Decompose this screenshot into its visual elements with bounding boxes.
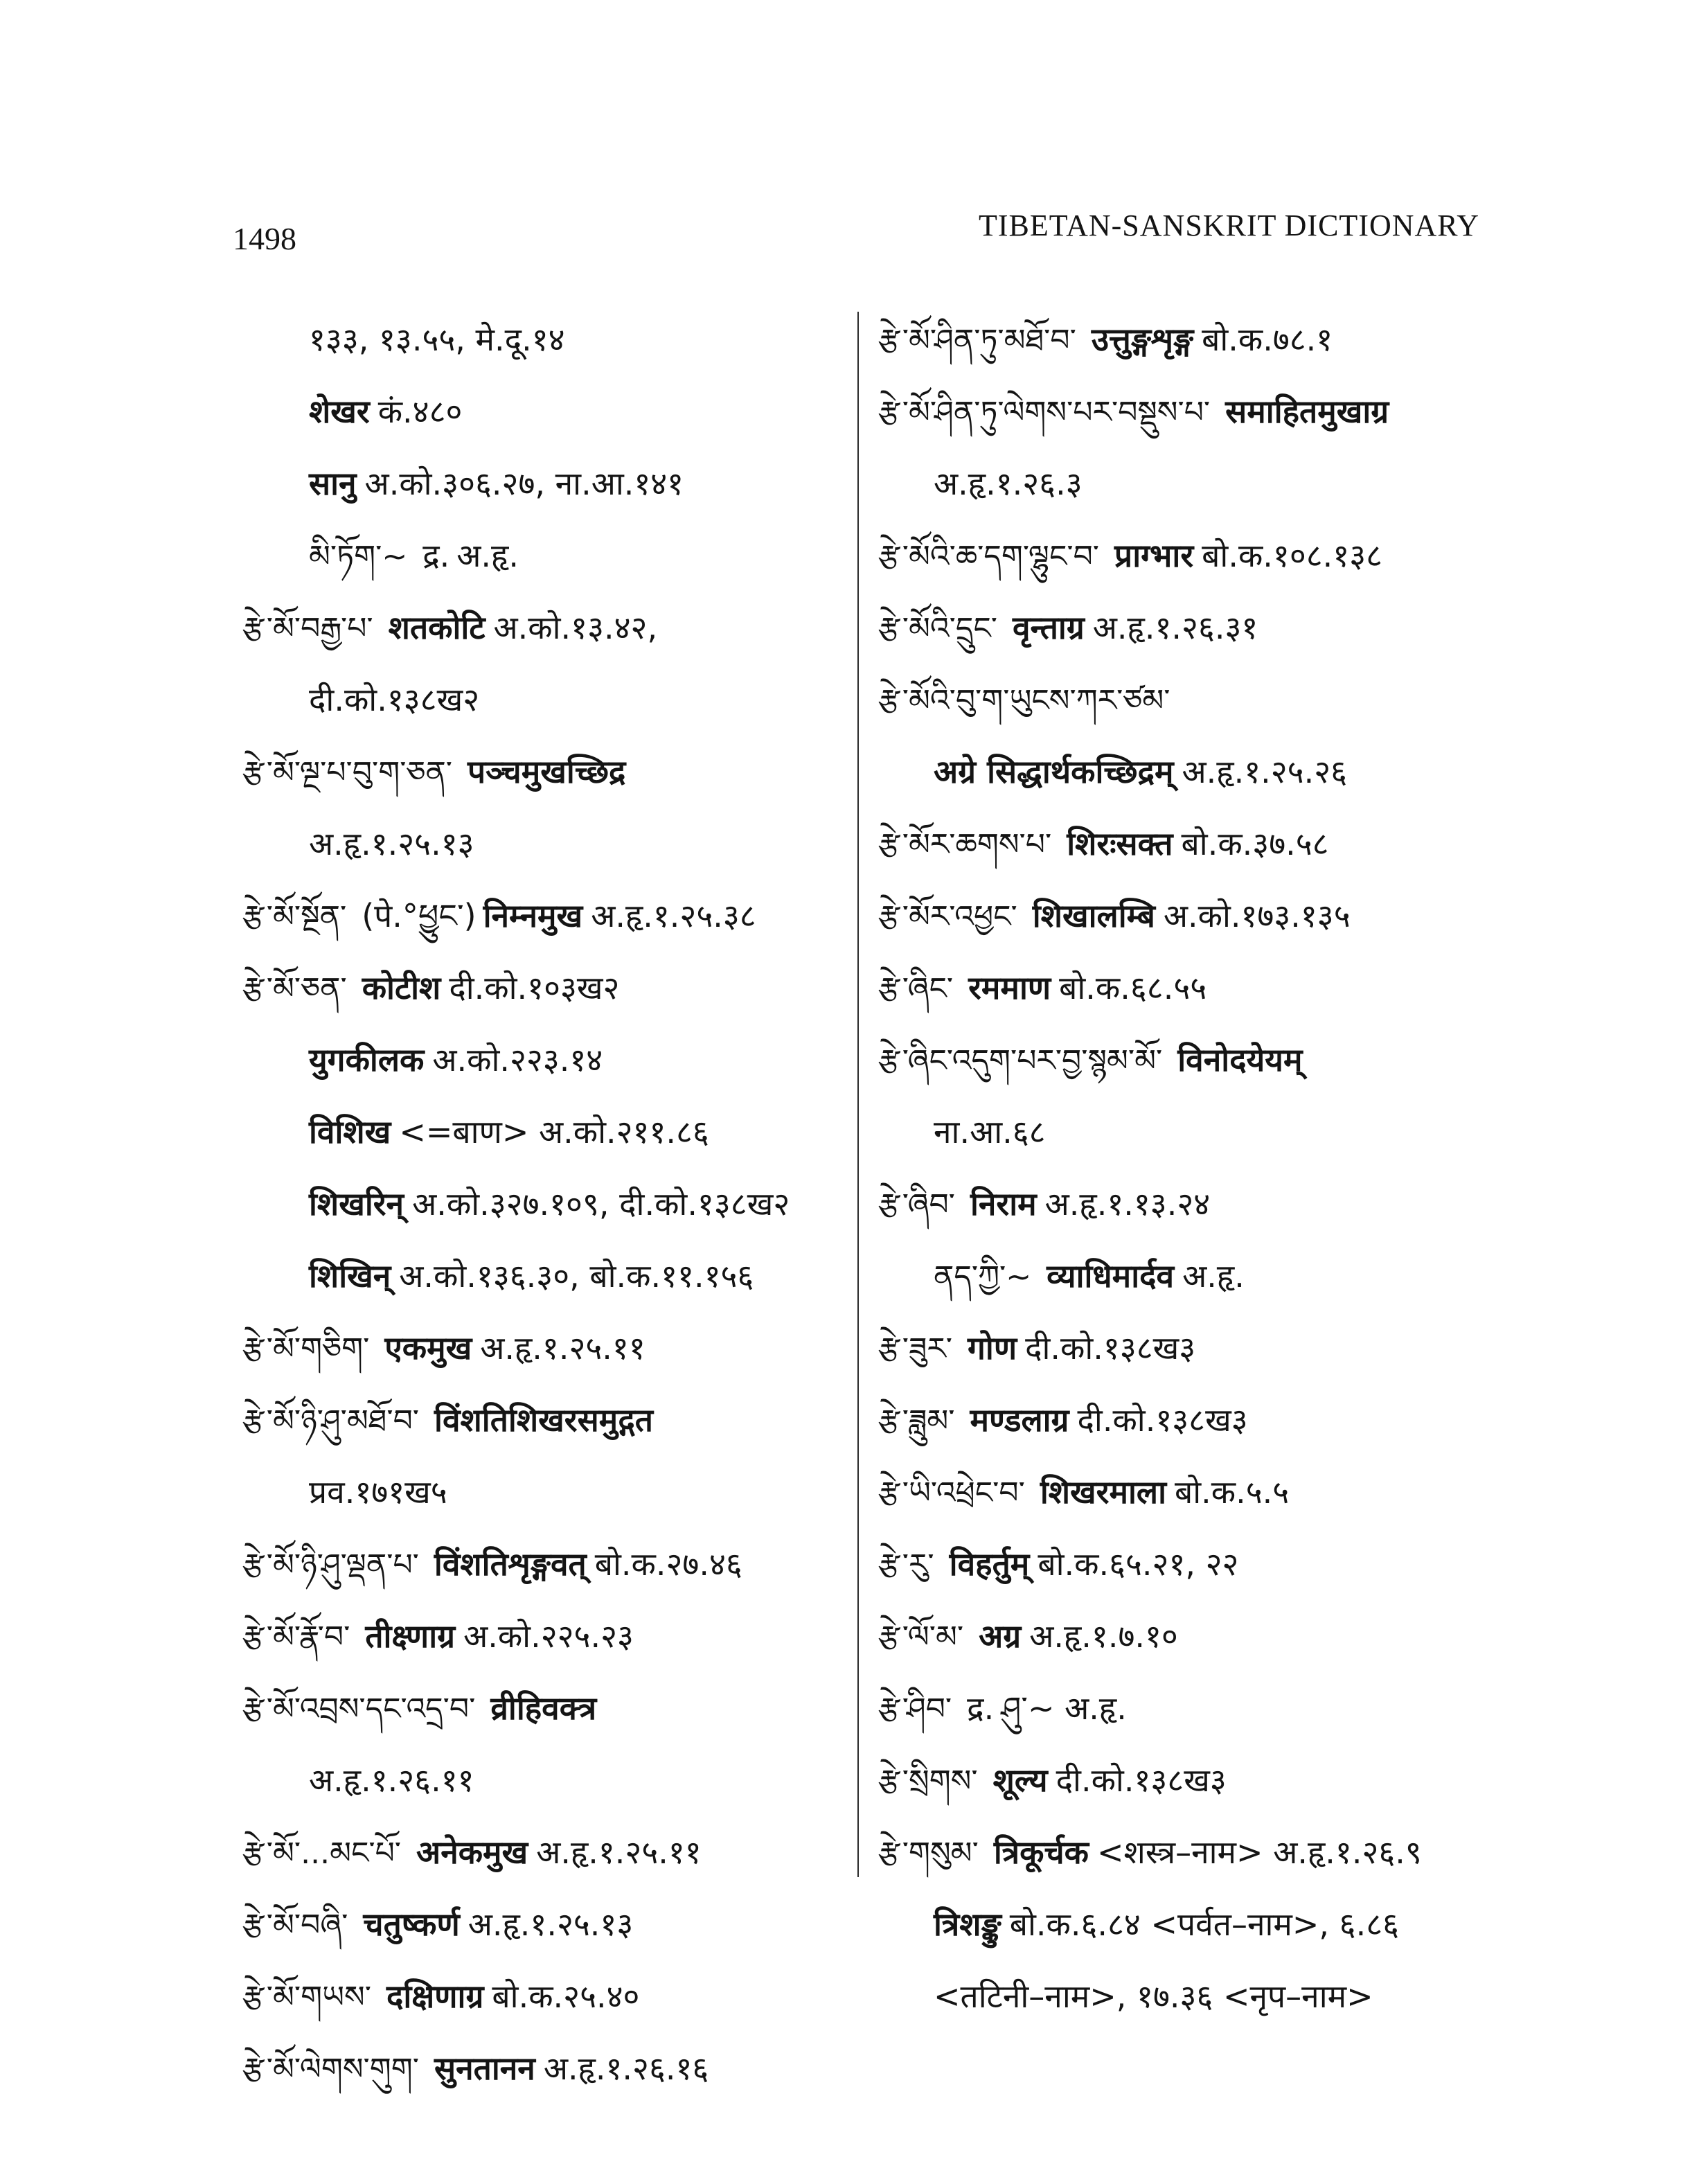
dictionary-entry — [878, 592, 1488, 664]
dictionary-entry — [878, 375, 1488, 447]
tibetan-headword: རྩེ་ཡི་འཕྲེང་བ་ — [878, 1475, 1025, 1511]
source-reference: बो.क.१०८.१३८ — [1202, 537, 1383, 574]
sanskrit-equivalent: शतकोटि — [388, 609, 486, 646]
tibetan-headword: རྩེ་མོ་ཉི་ཤུ་མཐོ་བ་ — [242, 1403, 420, 1439]
source-reference: दी.को.१०३ख२ — [449, 969, 620, 1006]
tibetan-headword: རྩེ་རུ་ — [878, 1547, 934, 1583]
source-reference: बो.क.२५.४० — [492, 1978, 640, 2015]
dictionary-entry — [242, 1528, 838, 1600]
tibetan-headword: རྩེ་ཟུར་ — [878, 1331, 953, 1367]
page-number: 1498 — [233, 221, 296, 256]
sanskrit-equivalent: गोण — [968, 1329, 1017, 1367]
sanskrit-equivalent: त्रिकूर्चक — [993, 1834, 1089, 1871]
right-column — [878, 303, 1488, 2032]
source-reference: ना.आ.६८ — [934, 1113, 1046, 1151]
source-reference: अ.हृ.१.२६.११ — [309, 1761, 474, 1799]
tibetan-headword: ནད་ཀྱི་~ — [934, 1259, 1032, 1295]
source-reference: बो.क.३७.५८ — [1181, 825, 1329, 862]
dictionary-entry — [878, 664, 1488, 736]
dictionary-entry — [878, 1168, 1488, 1240]
sanskrit-equivalent: अग्र — [979, 1617, 1022, 1655]
dictionary-entry — [242, 1888, 838, 1960]
sanskrit-equivalent: प्राग्भार — [1114, 537, 1194, 574]
sanskrit-equivalent: अनेकमुख — [416, 1834, 528, 1871]
dictionary-entry — [242, 880, 838, 952]
source-reference: अ.हृ.१.७.१० — [1029, 1617, 1178, 1655]
tibetan-headword: རྩེ་གསུམ་ — [878, 1836, 979, 1871]
dictionary-entry — [878, 1744, 1488, 1816]
dictionary-entry — [878, 1384, 1488, 1456]
sanskrit-equivalent: दक्षिणाग्र — [386, 1978, 484, 2015]
entry-continuation — [878, 736, 1488, 808]
source-reference: अ.हृ. — [1182, 1257, 1245, 1295]
source-reference: अ.हृ.१.२५.३८ — [591, 897, 756, 934]
tibetan-headword: རྩེ་སྲིགས་ — [878, 1764, 978, 1799]
sanskrit-equivalent: शिखिन् — [309, 1257, 391, 1295]
dictionary-entry — [242, 1672, 838, 1744]
tibetan-headword: རྩེ་མོའི་དྲུང་ — [878, 611, 997, 646]
source-reference: अ.हृ.१.१३.२४ — [1044, 1185, 1211, 1223]
dictionary-entry — [242, 1960, 838, 2032]
dictionary-entry — [878, 303, 1488, 375]
sanskrit-equivalent: व्याधिमार्दव — [1047, 1257, 1175, 1295]
page-header — [0, 0, 1701, 277]
sanskrit-equivalent: सुनतानन — [434, 2050, 535, 2087]
sanskrit-equivalent: रममाण — [968, 969, 1051, 1006]
entry-continuation — [878, 1960, 1488, 2032]
column-divider — [857, 312, 859, 1877]
source-reference: अ.हृ.१.२५.१३ — [467, 1906, 634, 1943]
entry-continuation — [878, 1888, 1488, 1960]
dictionary-entry — [242, 1816, 838, 1888]
dictionary-entry — [878, 808, 1488, 880]
source-reference: अ.को.२२३.१४ — [432, 1041, 603, 1078]
source-reference: अ.हृ.१.२५.११ — [536, 1834, 702, 1871]
dictionary-entry — [878, 1456, 1488, 1528]
dictionary-entry — [878, 952, 1488, 1024]
sanskrit-equivalent: तीक्ष्णाग्र — [365, 1617, 456, 1655]
source-reference: अ.को.२२५.२३ — [463, 1617, 634, 1655]
source-reference: अ.हृ.१.२६.१६ — [543, 2050, 709, 2087]
source-reference: बो.क.२७.४६ — [594, 1545, 742, 1583]
running-title: TIBETAN-SANSKRIT DICTIONARY — [979, 208, 1479, 242]
source-reference: दी.को.१३८ख३ — [1025, 1329, 1196, 1367]
tibetan-headword: རྩེ་ཟླུམ་ — [878, 1403, 955, 1439]
sanskrit-equivalent: विशिख — [309, 1113, 391, 1151]
tibetan-headword: རྩེ་ཤིབ་ — [878, 1692, 952, 1727]
tibetan-headword: རྩེ་ཞིབ་ — [878, 1187, 955, 1223]
tibetan-headword: རྩེ་མོ་འབྲས་དང་འདྲ་བ་ — [242, 1692, 476, 1727]
tibetan-headword: རྩེ་མོའི་ཆ་དག་ལྷུང་བ་ — [878, 539, 1100, 574]
dictionary-entry — [878, 1312, 1488, 1384]
tibetan-headword: རྩེ་མོ་ཉི་ཤུ་ལྡན་པ་ — [242, 1547, 419, 1583]
sanskrit-equivalent: एकमुख — [384, 1329, 472, 1367]
sanskrit-equivalent: वृन्ताग्र — [1012, 609, 1085, 646]
dictionary-entry — [878, 1816, 1488, 1888]
source-reference: अ.हृ.१.२६.३ — [934, 465, 1083, 502]
entry-continuation — [878, 447, 1488, 520]
entry-continuation — [242, 1024, 838, 1096]
source-reference: <तटिनी–नाम>, १७.३६ <नृप–नाम> — [934, 1978, 1373, 2015]
tibetan-headword: རྩེ་མོར་ཆགས་པ་ — [878, 827, 1052, 862]
source-reference: दी.को.१३८ख३ — [1056, 1761, 1227, 1799]
entry-continuation — [242, 1096, 838, 1168]
dictionary-entry — [878, 880, 1488, 952]
tibetan-headword: རྩེ་མོ་...མང་པོ་ — [242, 1836, 402, 1871]
source-reference: अ.को.१७३.१३५ — [1163, 897, 1351, 934]
sanskrit-equivalent: उत्तुङ्गशृङ्ग — [1091, 321, 1194, 358]
source-reference: प्रव.१७१ख५ — [309, 1473, 447, 1511]
entry-continuation — [242, 664, 838, 736]
sanskrit-equivalent: शिखरिन् — [309, 1185, 404, 1223]
dictionary-entry — [242, 1312, 838, 1384]
tibetan-headword: རྩེ་ཞིང་འདུག་པར་བྱ་སྙམ་མོ་ — [878, 1043, 1163, 1078]
tibetan-headword: རྩེ་མོ་བཞི་ — [242, 1908, 348, 1943]
tibetan-headword: རྩེ་མོ་བརྒྱ་པ་ — [242, 611, 373, 646]
sanskrit-equivalent: अग्रे सिद्धार्थकच्छिद्रम् — [934, 753, 1174, 790]
dictionary-entry — [242, 1600, 838, 1672]
source-reference: अ.को.३०६.२७, ना.आ.१४१ — [364, 465, 684, 502]
entry-continuation — [242, 1168, 838, 1240]
source-reference: १३३, १३.५५, मे.दू.१४ — [309, 321, 565, 358]
dictionary-entry — [242, 592, 838, 664]
tibetan-headword: རྩེ་མོ་ལེགས་གུག་ — [242, 2052, 419, 2087]
source-reference: अ.को.१३.४२, — [493, 609, 658, 646]
source-reference: <=बाण> अ.को.२११.८६ — [399, 1113, 709, 1151]
entry-note: द्र. — [967, 1689, 995, 1727]
sanskrit-equivalent: शिखालम्बि — [1032, 897, 1155, 934]
source-reference: अ.हृ.१.२५.११ — [480, 1329, 645, 1367]
source-reference: दी.को.१३८ख२ — [309, 681, 480, 718]
entry-continuation — [242, 1744, 838, 1816]
source-reference: बो.क.७८.१ — [1202, 321, 1333, 358]
tibetan-headword: རྩེ་མོ་གཡས་ — [242, 1980, 371, 2015]
tibetan-headword: རྩེ་མོ་ཅན་ — [242, 971, 347, 1006]
sanskrit-equivalent: शिरःसक्त — [1067, 825, 1173, 862]
entry-continuation — [242, 1240, 838, 1312]
tibetan-headword: རྩེ་ཞིང་ — [878, 971, 954, 1006]
dictionary-entry — [242, 1384, 838, 1456]
sanskrit-equivalent: मण्डलाग्र — [970, 1401, 1069, 1439]
dictionary-entry — [242, 736, 838, 808]
tibetan-headword: རྩེ་མོ་རྣོ་བ་ — [242, 1619, 350, 1655]
dictionary-entry — [878, 1528, 1488, 1600]
sanskrit-equivalent: कोटीश — [362, 969, 441, 1006]
entry-note: द्र. — [422, 537, 450, 574]
sanskrit-equivalent: शेखर — [309, 393, 370, 430]
tibetan-headword: རྩེ་མོ་ལྔ་པ་བུ་ག་ཅན་ — [242, 755, 453, 790]
source-reference: ཤུ་~ अ.हृ. — [1001, 1689, 1127, 1727]
source-reference: <शस्त्र–नाम> अ.हृ.१.२६.९ — [1097, 1834, 1422, 1871]
source-reference: अ.को.३२७.१०९, दी.को.१३८ख२ — [412, 1185, 790, 1223]
tibetan-headword: རྩེ་མོར་འཕྱང་ — [878, 899, 1017, 934]
source-reference: बो.क.६.८४ <पर्वत–नाम>, ६.८६ — [1009, 1906, 1400, 1943]
dictionary-entry — [878, 520, 1488, 592]
source-reference: बो.क.५.५ — [1175, 1473, 1290, 1511]
source-reference: अ.को.१३६.३०, बो.क.११.१५६ — [399, 1257, 754, 1295]
tibetan-headword: རྩེ་མོ་གཅིག་ — [242, 1331, 370, 1367]
sanskrit-equivalent: शिखरमाला — [1040, 1473, 1166, 1511]
source-reference: दी.को.१३८ख३ — [1077, 1401, 1248, 1439]
sanskrit-equivalent: विहर्तुम् — [949, 1545, 1030, 1583]
dictionary-entry — [878, 1600, 1488, 1672]
dictionary-entry — [242, 2032, 838, 2104]
sanskrit-equivalent: पञ्चमुखच्छिद्र — [467, 753, 626, 790]
entry-continuation — [242, 520, 838, 592]
tibetan-headword: རྩེ་མོ་སྔོན་ — [242, 899, 347, 934]
source-reference: अ.हृ.१.२५.१३ — [309, 825, 474, 862]
source-reference: बो.क.६५.२१, २२ — [1037, 1545, 1239, 1583]
sanskrit-equivalent: समाहितमुखाग्र — [1225, 393, 1389, 430]
source-reference: बो.क.६८.५५ — [1059, 969, 1207, 1006]
entry-continuation — [878, 1240, 1488, 1312]
sanskrit-equivalent: शूल्य — [992, 1761, 1048, 1799]
entry-note: (पे.°ཕྱུང་) — [362, 897, 477, 934]
sanskrit-equivalent: निम्नमुख — [483, 897, 583, 934]
dictionary-entry — [242, 952, 838, 1024]
dictionary-entry — [878, 1672, 1488, 1744]
source-reference: अ.हृ.१.२६.३१ — [1092, 609, 1258, 646]
sanskrit-equivalent: विंशतिशृङ्गवत् — [434, 1545, 587, 1583]
entry-continuation — [242, 375, 838, 447]
tibetan-headword: རྩེ་མོའི་བུ་ག་ཡུངས་ཀར་ཙམ་ — [878, 683, 1170, 718]
left-column — [242, 303, 838, 2104]
entry-continuation — [878, 1096, 1488, 1168]
sanskrit-equivalent: विनोदयेयम् — [1177, 1041, 1303, 1078]
source-reference: अ.हृ. — [456, 537, 519, 574]
sanskrit-equivalent: निराम — [970, 1185, 1037, 1223]
entry-continuation — [242, 303, 838, 375]
sanskrit-equivalent: व्रीहिवक्त्र — [490, 1689, 597, 1727]
entry-continuation — [242, 1456, 838, 1528]
entry-continuation — [242, 447, 838, 520]
dictionary-entry — [878, 1024, 1488, 1096]
tibetan-headword: རྩེ་མོ་ཤིན་ཏུ་མཐོ་བ་ — [878, 323, 1076, 358]
source-reference: अ.हृ.१.२५.२६ — [1182, 753, 1348, 790]
tibetan-headword: རྩེ་ལོ་མ་ — [878, 1619, 964, 1655]
sanskrit-equivalent: त्रिशङ्कु — [934, 1906, 1001, 1943]
tibetan-headword: མི་ཏོག་~ — [309, 539, 408, 574]
entry-continuation — [242, 808, 838, 880]
sanskrit-equivalent: सानु — [309, 465, 357, 502]
tibetan-headword: རྩེ་མོ་ཤིན་ཏུ་ལེགས་པར་བསྡུས་པ་ — [878, 395, 1211, 430]
sanskrit-equivalent: चतुष्कर्ण — [363, 1906, 460, 1943]
source-reference: कं.४८० — [377, 393, 463, 430]
sanskrit-equivalent: युगकीलक — [309, 1041, 425, 1078]
sanskrit-equivalent: विंशतिशिखरसमुद्गत — [434, 1401, 653, 1439]
